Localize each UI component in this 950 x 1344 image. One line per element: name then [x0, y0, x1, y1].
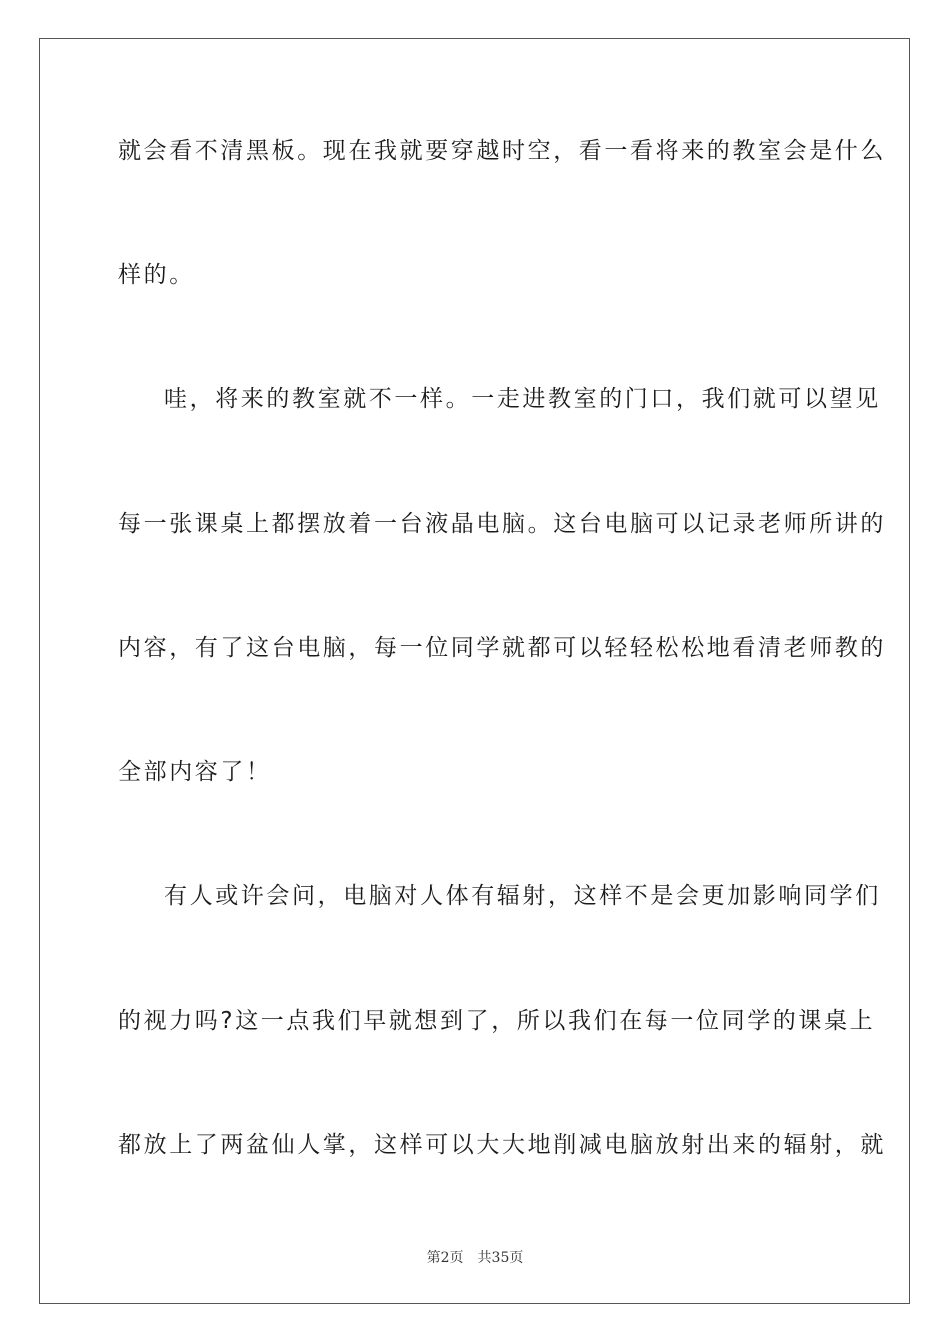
text-line: 内容，有了这台电脑，每一位同学就都可以轻轻松松地看清老师教的: [118, 635, 886, 661]
text-line: 样的。: [118, 262, 195, 288]
text-line: 每一张课桌上都摆放着一台液晶电脑。这台电脑可以记录老师所讲的: [118, 511, 886, 537]
text-line: 全部内容了！: [118, 759, 272, 785]
paragraph-start-line: 哇，将来的教室就不一样。一走进教室的门口，我们就可以望见: [164, 386, 881, 412]
total-pages: 共35页: [477, 1250, 524, 1266]
text-line: 就会看不清黑板。现在我就要穿越时空，看一看将来的教室会是什么: [118, 138, 886, 164]
text-line: 都放上了两盆仙人掌，这样可以大大地削减电脑放射出来的辐射，就: [118, 1132, 886, 1158]
page-border: [39, 38, 910, 1304]
page-number: 第2页: [426, 1250, 464, 1266]
text-line: 的视力吗?这一点我们早就想到了，所以我们在每一位同学的课桌上: [118, 1008, 876, 1034]
paragraph-start-line: 有人或许会问，电脑对人体有辐射，这样不是会更加影响同学们: [164, 883, 881, 909]
page-footer: [0, 1247, 950, 1267]
